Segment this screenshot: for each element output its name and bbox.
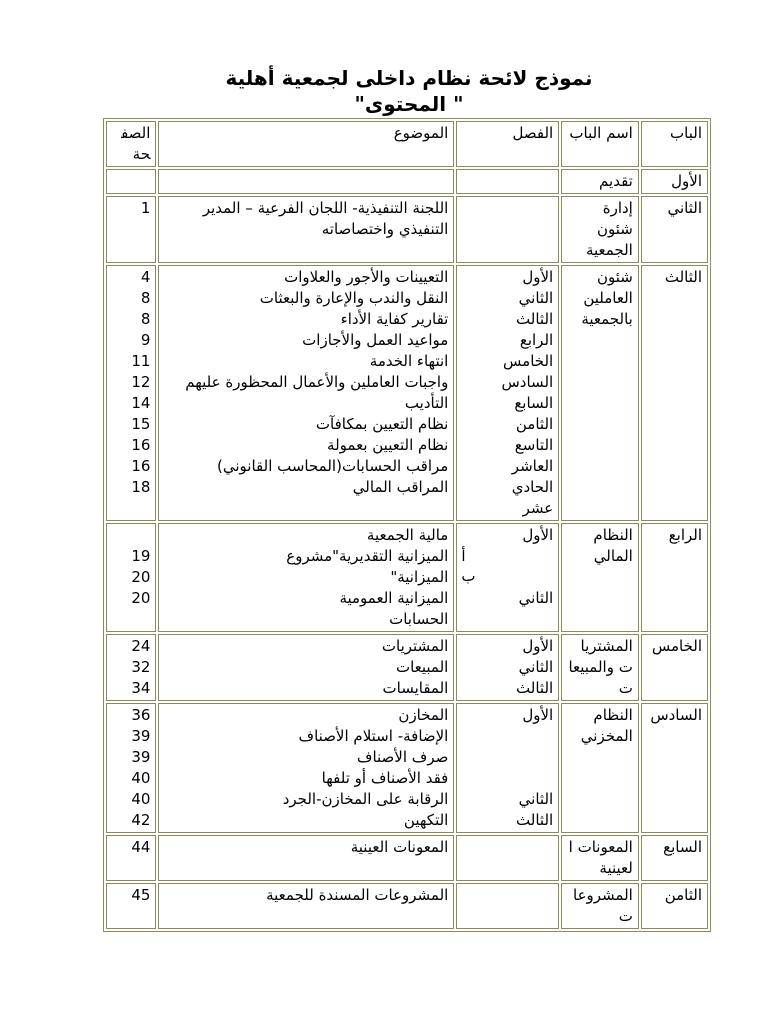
row-mawdoo bbox=[158, 703, 454, 833]
topic-item: الحسابات bbox=[389, 610, 449, 628]
topic-item: المبيعات bbox=[395, 658, 449, 676]
chapter-item: التاسع bbox=[514, 436, 554, 454]
page-number: 40 bbox=[131, 790, 151, 808]
page-number: 32 bbox=[131, 658, 151, 676]
chapter-item: الأول bbox=[522, 706, 554, 724]
row-mawdoo bbox=[158, 523, 454, 632]
row-bab: الرابع bbox=[641, 523, 708, 632]
topic-item: التأديب bbox=[404, 394, 449, 412]
row-mawdoo bbox=[158, 265, 454, 521]
page-number: 16 bbox=[131, 457, 151, 475]
row-bab: الثالث bbox=[641, 265, 708, 521]
row-mawdoo bbox=[158, 169, 454, 194]
table-row bbox=[106, 265, 708, 521]
contents-table bbox=[103, 118, 711, 932]
chapter-item: الخامس bbox=[503, 352, 554, 370]
row-bab: السابع bbox=[641, 835, 708, 881]
page-number: 20 bbox=[131, 568, 151, 586]
chapter-item: الثاني bbox=[518, 289, 554, 307]
header-fasl: الفصل bbox=[456, 121, 559, 167]
topic-item: واجبات العاملين والأعمال المحظورة عليهم bbox=[185, 373, 449, 391]
page-number: 15 bbox=[131, 415, 151, 433]
row-mawdoo: المشروعات المسندة للجمعية bbox=[158, 883, 454, 929]
chapter-item: الثامن bbox=[515, 415, 554, 433]
chapter-item: الأول bbox=[522, 268, 554, 286]
topic-item: المراقب المالي bbox=[352, 478, 449, 496]
page-number: 18 bbox=[131, 478, 151, 496]
topic-item: المقايسات bbox=[382, 679, 449, 697]
topic-item: نظام التعيين بعمولة bbox=[327, 436, 449, 454]
page-number: 39 bbox=[131, 727, 151, 745]
table-header-row bbox=[106, 121, 708, 167]
table-row bbox=[106, 835, 708, 881]
page-number: 8 bbox=[140, 310, 151, 328]
page-number: 24 bbox=[131, 637, 151, 655]
row-bab-name: شئون العاملين بالجمعية bbox=[561, 265, 639, 521]
table-row bbox=[106, 169, 708, 194]
row-bab-name: إدارة شئون الجمعية bbox=[561, 196, 639, 263]
chapter-item: السادس bbox=[501, 373, 554, 391]
page-number: 14 bbox=[131, 394, 151, 412]
page-number: 42 bbox=[131, 811, 151, 829]
page-number: 16 bbox=[131, 436, 151, 454]
chapter-item: الأول bbox=[522, 526, 554, 544]
row-bab: السادس bbox=[641, 703, 708, 833]
document-subtitle: " المحتوى" bbox=[354, 92, 464, 116]
row-bab-name: المشتريات والمبيعات bbox=[561, 634, 639, 701]
topic-item: انتهاء الخدمة bbox=[369, 352, 449, 370]
sub-letter: ب bbox=[461, 567, 476, 585]
row-fasl bbox=[456, 835, 559, 881]
row-mawdoo: المعونات العينية bbox=[158, 835, 454, 881]
row-page: 45 bbox=[106, 883, 156, 929]
page-number: 40 bbox=[131, 769, 151, 787]
table-row bbox=[106, 523, 708, 632]
header-page: الصفحة bbox=[106, 121, 156, 167]
page-number: 34 bbox=[131, 679, 151, 697]
row-bab-name: النظام المخزني bbox=[561, 703, 639, 833]
page-number: 19 bbox=[131, 547, 151, 565]
table-row bbox=[106, 883, 708, 929]
chapter-item: الثالث bbox=[516, 679, 554, 697]
row-mawdoo bbox=[158, 634, 454, 701]
page-number: 4 bbox=[140, 268, 151, 286]
topic-item: الميزانية التقديرية"مشروع الميزانية" bbox=[286, 547, 449, 586]
chapter-item: الثاني bbox=[518, 589, 554, 607]
row-fasl bbox=[456, 883, 559, 929]
topic-item: مراقب الحسابات(المحاسب القانوني) bbox=[217, 457, 449, 475]
row-page bbox=[106, 634, 156, 701]
row-bab: الخامس bbox=[641, 634, 708, 701]
row-fasl bbox=[456, 265, 559, 521]
topic-item: مواعيد العمل والأجازات bbox=[302, 331, 449, 349]
chapter-item: السابع bbox=[514, 394, 554, 412]
header-bab: الباب bbox=[641, 121, 708, 167]
page-number: 39 bbox=[131, 748, 151, 766]
row-bab-name: المعونات العينية bbox=[561, 835, 639, 881]
row-page: 44 bbox=[106, 835, 156, 881]
table-row bbox=[106, 196, 708, 263]
topic-item: المخازن bbox=[398, 706, 449, 724]
page-number: 9 bbox=[140, 331, 151, 349]
row-page bbox=[106, 523, 156, 632]
document-title: نموذج لائحة نظام داخلى لجمعية أهلية bbox=[225, 66, 593, 90]
topic-item: فقد الأصناف أو تلفها bbox=[321, 769, 449, 787]
topic-item: مالية الجمعية bbox=[366, 526, 449, 544]
topic-item: المشتريات bbox=[381, 637, 449, 655]
row-fasl bbox=[456, 169, 559, 194]
topic-item: التكهين bbox=[403, 811, 449, 829]
row-bab-name: تقديم bbox=[561, 169, 639, 194]
row-page: 1 bbox=[106, 196, 156, 263]
chapter-item: الثالث bbox=[516, 310, 554, 328]
row-bab: الأول bbox=[641, 169, 708, 194]
chapter-item: العاشر bbox=[511, 457, 554, 475]
chapter-item: الحادي عشر bbox=[511, 478, 554, 517]
row-page bbox=[106, 703, 156, 833]
topic-item: نظام التعيين بمكافآت bbox=[315, 415, 449, 433]
chapter-item: الثاني bbox=[518, 790, 554, 808]
page-number: 20 bbox=[131, 589, 151, 607]
row-mawdoo: اللجنة التنفيذية- اللجان الفرعية – المدير التنفيذي واختصاصاته bbox=[158, 196, 454, 263]
chapter-item: الرابع bbox=[519, 331, 554, 349]
page-number: 12 bbox=[131, 373, 151, 391]
row-fasl bbox=[456, 634, 559, 701]
topic-item: تقارير كفاية الأداء bbox=[340, 310, 449, 328]
header-bab-name: اسم الباب bbox=[561, 121, 639, 167]
row-bab-name: المشروعات bbox=[561, 883, 639, 929]
header-mawdoo: الموضوع bbox=[158, 121, 454, 167]
row-page bbox=[106, 169, 156, 194]
page-number: 11 bbox=[131, 352, 151, 370]
table-row bbox=[106, 634, 708, 701]
topic-item: الرقابة على المخازن-الجرد bbox=[282, 790, 449, 808]
sub-letter: أ bbox=[461, 547, 466, 565]
page-number: 36 bbox=[131, 706, 151, 724]
row-bab: الثاني bbox=[641, 196, 708, 263]
topic-item: النقل والندب والإعارة والبعثات bbox=[259, 289, 449, 307]
topic-item: صرف الأصناف bbox=[356, 748, 449, 766]
row-fasl bbox=[456, 523, 559, 632]
topic-item: التعيينات والأجور والعلاوات bbox=[284, 268, 449, 286]
table-row bbox=[106, 703, 708, 833]
chapter-item: الثالث bbox=[516, 811, 554, 829]
page-number: 8 bbox=[140, 289, 151, 307]
chapter-item: الأول bbox=[522, 637, 554, 655]
topic-item: الإضافة- استلام الأصناف bbox=[298, 727, 449, 745]
row-fasl bbox=[456, 703, 559, 833]
row-bab-name: النظام المالي bbox=[561, 523, 639, 632]
topic-item: الميزانية العمومية bbox=[339, 589, 449, 607]
chapter-item: الثاني bbox=[518, 658, 554, 676]
row-page bbox=[106, 265, 156, 521]
row-bab: الثامن bbox=[641, 883, 708, 929]
row-fasl bbox=[456, 196, 559, 263]
